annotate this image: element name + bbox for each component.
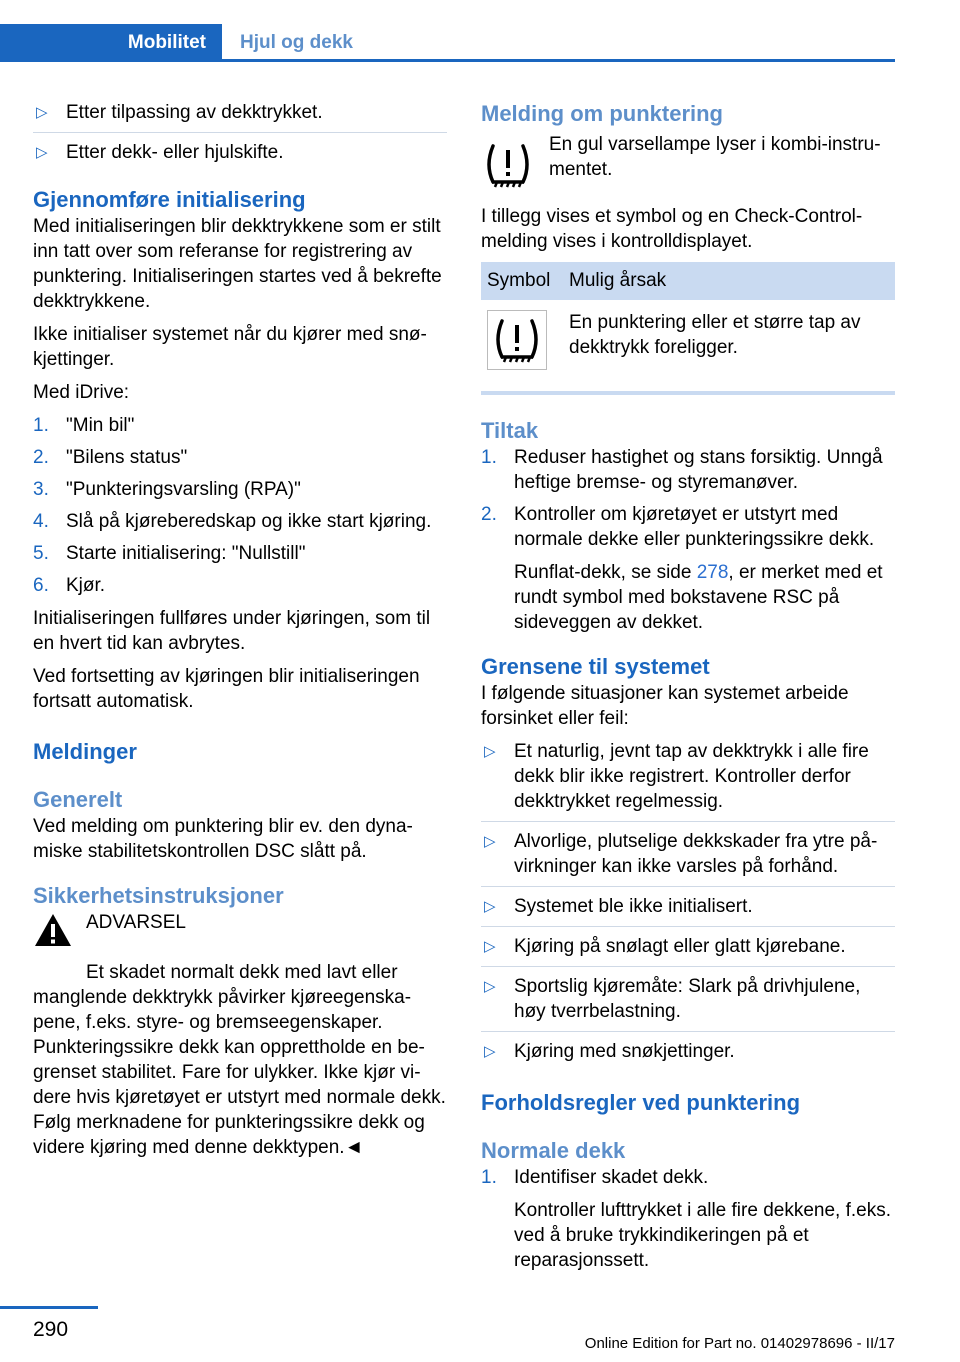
header-rule [222,59,895,62]
section-heading-grensene: Grensene til systemet [481,654,710,679]
triangle-bullet-icon: ▷ [484,1043,496,1060]
list-item: ▷ Kjøring med snøkjettinger. [484,1041,735,1062]
table-bottom-rule [481,391,895,395]
warning-block [33,910,447,960]
paragraph: Med iDrive: [33,382,130,403]
list-item: 3. "Punkteringsvarsling (RPA)" [33,479,301,500]
tire-pressure-warning-icon [481,138,535,192]
triangle-bullet-icon: ▷ [36,144,48,161]
list-item: 1. Identifiser skadet dekk. Kontroller lufttrykket i alle fire dekkene, f.eks. ved å bruke trykkindikeringen på et reparasjonssett. [481,1165,895,1273]
tab-mobilitet[interactable]: Mobilitet [0,24,222,62]
triangle-bullet-icon: ▷ [484,833,496,850]
list-item: 5. Starte initialisering: "Nullstill" [33,543,306,564]
section-heading-forholdsregler: Forholdsregler ved punktering [481,1090,801,1115]
list-item: ▷ Sportslig kjøremåte: Slark på drivhjulene, høy tverrbelastning. [481,974,895,1032]
edition-footer: Online Edition for Part no. 01402978696 - II/17 [584,1335,895,1352]
list-item: 2. "Bilens status" [33,447,188,468]
list-item: 1. Reduser hastighet og stans forsiktig. Unngå heftige bremse- og styremanøver. [481,447,883,493]
idrive-steps-list [33,413,447,598]
paragraph: Ved melding om punktering blir ev. den dynamiske stabilitetskontrollen DSC slått på. [33,816,413,862]
list-item: ▷ Systemet ble ikke initialisert. [481,894,895,927]
paragraph: I tillegg vises et symbol og en Check-Control-melding vises i kontrolldisplayet. [481,206,863,252]
warning-text: Et skadet normalt dekk med lavt eller manglende dekktrykk påvirker kjøreegenskapene, f.eks. styre- og bremseegenskaper. Punkteringssikre dekk kan opprettholde en begrenset stabilitet. Fare for ulykker. Ikke kjør videre hvis kjøretøyet er utstyrt med normale dekk. Følg merknadene for punkteringssikre dekk og videre kjøring med denne dekktypen.◄ [33,962,446,1158]
subheading-tiltak: Tiltak [481,418,539,443]
subheading-normale-dekk: Normale dekk [481,1138,626,1163]
melding-row [481,132,895,192]
paragraph: I følgende situasjoner kan systemet arbeide forsinket eller feil: [481,683,849,729]
triangle-bullet-icon: ▷ [484,898,496,915]
subheading-melding-punktering: Melding om punktering [481,101,723,126]
tiltak-list [481,445,895,635]
tire-pressure-warning-icon [487,310,547,370]
paragraph: Ved fortsetting av kjøringen blir initialiseringen fortsatt automatisk. [33,666,420,712]
paragraph: Initialiseringen fullføres under kjøringen, som til en hvert tid kan avbrytes. [33,608,431,654]
left-column [33,100,447,1168]
triangle-bullet-icon: ▷ [484,743,496,760]
page-number: 290 [33,1318,69,1341]
melding-text: En gul varsellampe lyser i kombi-instrumentet. [549,134,881,180]
section-heading-initialisering: Gjennomføre initialisering [33,187,306,212]
right-column [481,100,895,1281]
warning-triangle-icon [33,912,73,948]
table-cell-cause: En punktering eller et større tap av dekktrykk foreligger. [569,312,861,358]
table-header-symbol: Symbol [481,262,563,300]
symbol-table [481,262,895,389]
list-item: ▷ Et naturlig, jevnt tap av dekktrykk i alle fire dekk blir ikke registrert. Kontroller derfor dekktrykket regelmessig. [481,739,895,822]
table-header-cause: Mulig årsak [563,262,895,300]
tiltak-note: Runflat-dekk, se side 278, er merket med et rundt symbol med bokstavene RSC på sideveggen av dekket. [514,562,883,633]
subheading-generelt: Generelt [33,787,123,812]
list-item: 6. Kjør. [33,575,106,596]
paragraph: Ikke initialiser systemet når du kjører med snøkjettinger. [33,324,427,370]
list-item: 1. "Min bil" [33,415,135,436]
list-item: ▷ Alvorlige, plutselige dekkskader fra ytre påvirkninger kan ikke varsles på forhånd. [481,829,895,887]
normale-list [481,1165,895,1273]
triangle-bullet-icon: ▷ [36,104,48,121]
tab-hjul-og-dekk[interactable]: Hjul og dekk [240,32,353,53]
page-number-rule [0,1306,98,1309]
table-row [481,300,895,389]
normale-note: Kontroller lufttrykket i alle fire dekkene, f.eks. ved å bruke trykkindikeringen på et reparasjonssett. [514,1200,891,1271]
list-item: 2. Kontroller om kjøretøyet er utstyrt med normale dekke eller punkteringssikre dekk. Runflat-dekk, se side 278, er merket med et rundt symbol med bokstavene RSC på sideveggen av dekket. [481,502,895,635]
list-item: ▷ Etter tilpassing av dekktrykket. [33,100,447,133]
top-bullet-list [33,100,447,172]
grensene-bullet-list [481,739,895,1071]
list-item: ▷ Etter dekk- eller hjulskifte. [36,142,284,163]
list-item: 4. Slå på kjøreberedskap og ikke start kjøring. [33,511,432,532]
section-heading-meldinger: Meldinger [33,739,137,764]
triangle-bullet-icon: ▷ [484,938,496,955]
page-link-278[interactable]: 278 [696,562,729,583]
subheading-sikkerhet: Sikkerhetsinstruksjoner [33,883,284,908]
table-cell-symbol [481,300,563,389]
list-item: ▷ Kjøring på snølagt eller glatt kjørebane. [481,934,895,967]
warning-title: ADVARSEL [86,912,186,933]
paragraph: Med initialiseringen blir dekktrykkene som er stilt inn tatt over som referanse for registrering av punktering. Initialiseringen startes ved å bekrefte dekktrykkene. [33,216,442,312]
triangle-bullet-icon: ▷ [484,978,496,995]
